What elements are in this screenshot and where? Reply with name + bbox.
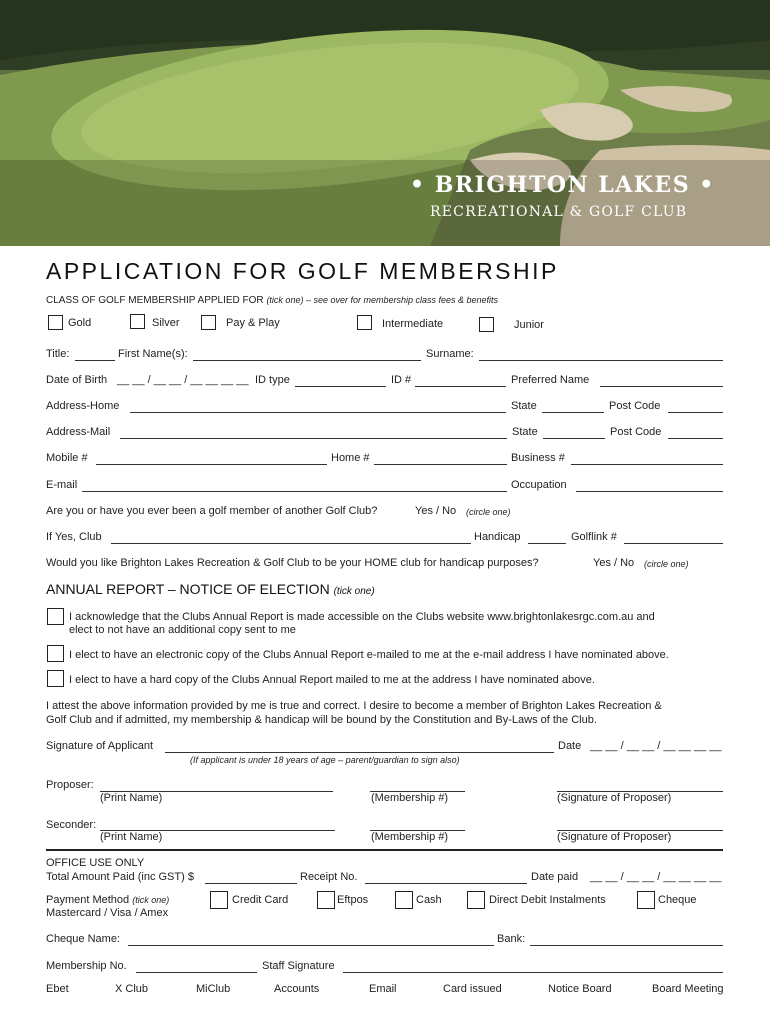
if-yes-club-field[interactable] — [111, 543, 471, 544]
date-paid-field[interactable]: __ __ / __ __ / __ __ __ __ — [590, 871, 722, 883]
mobile-label: Mobile # — [46, 452, 88, 464]
prev-member-question: Are you or have you ever been a golf member of another Golf Club? — [46, 505, 378, 517]
silver-checkbox[interactable] — [130, 314, 145, 329]
payment-method-text: Payment Method — [46, 894, 130, 906]
state-mail-label: State — [512, 426, 538, 438]
total-paid-field[interactable] — [205, 883, 297, 884]
golflink-label: Golflink # — [571, 531, 617, 543]
seconder-membership-caption: (Membership #) — [371, 831, 449, 843]
cheque-name-field[interactable] — [128, 945, 494, 946]
page-title: APPLICATION FOR GOLF MEMBERSHIP — [46, 258, 559, 284]
header-photo — [0, 0, 770, 246]
seconder-print-name-caption: (Print Name) — [100, 831, 163, 843]
mobile-field[interactable] — [96, 464, 327, 465]
handicap-field[interactable] — [528, 543, 566, 544]
proposer-membership-caption: (Membership #) — [371, 792, 449, 804]
staff-signature-label: Staff Signature — [262, 960, 335, 972]
direct-debit-checkbox[interactable] — [467, 891, 485, 909]
if-yes-club-label: If Yes, Club — [46, 531, 102, 543]
cash-checkbox[interactable] — [395, 891, 413, 909]
gold-label: Gold — [68, 317, 92, 329]
footer-card-issued: Card issued — [443, 983, 502, 995]
title-label: Title: — [46, 348, 70, 360]
prev-member-yes-no[interactable]: Yes / No — [415, 505, 457, 517]
class-heading — [46, 295, 498, 306]
dob-label: Date of Birth — [46, 374, 108, 386]
state-home-field[interactable] — [542, 412, 604, 413]
email-label: E-mail — [46, 479, 78, 491]
receipt-no-field[interactable] — [365, 883, 527, 884]
eftpos-checkbox[interactable] — [317, 891, 335, 909]
first-name-field[interactable] — [193, 360, 421, 361]
annual-report-mail-text: I elect to have a hard copy of the Clubs Annual Report mailed to me at the address I have nominated above. — [69, 674, 595, 686]
guardian-note: (If applicant is under 18 years of age – parent/guardian to sign also) — [190, 755, 460, 765]
home-phone-field[interactable] — [374, 464, 507, 465]
proposer-signature-caption: (Signature of Proposer) — [557, 792, 672, 804]
annual-report-heading — [46, 581, 375, 597]
total-paid-label: Total Amount Paid (inc GST) $ — [46, 871, 194, 883]
state-home-label: State — [511, 400, 537, 412]
first-name-label: First Name(s): — [118, 348, 188, 360]
footer-ebet: Ebet — [46, 983, 69, 995]
junior-checkbox[interactable] — [479, 317, 494, 332]
home-club-question: Would you like Brighton Lakes Recreation & Golf Club to be your HOME club for handicap purposes? — [46, 557, 539, 569]
postcode-mail-label: Post Code — [610, 426, 662, 438]
attest-text-2: Golf Club and if admitted, my membership & handicap will be bound by the Constitution and By-Laws of the Club. — [46, 714, 597, 726]
annual-report-heading-text: ANNUAL REPORT – NOTICE OF ELECTION — [46, 581, 330, 597]
payment-method-note: (tick one) — [132, 895, 170, 905]
preferred-name-label: Preferred Name — [511, 374, 590, 386]
prev-member-circle-note: (circle one) — [466, 507, 511, 517]
membership-no-field[interactable] — [136, 972, 257, 973]
id-number-field[interactable] — [415, 386, 506, 387]
address-home-label: Address-Home — [46, 400, 120, 412]
annual-report-mail-checkbox[interactable] — [47, 670, 64, 687]
occupation-label: Occupation — [511, 479, 567, 491]
postcode-mail-field[interactable] — [668, 438, 723, 439]
card-types-label: Mastercard / Visa / Amex — [46, 907, 169, 919]
pay-and-play-label: Pay & Play — [226, 317, 280, 329]
postcode-home-label: Post Code — [609, 400, 661, 412]
seconder-signature-caption: (Signature of Proposer) — [557, 831, 672, 843]
receipt-no-label: Receipt No. — [300, 871, 358, 883]
state-mail-field[interactable] — [543, 438, 605, 439]
postcode-home-field[interactable] — [668, 412, 723, 413]
credit-card-label: Credit Card — [232, 894, 289, 906]
proposer-label: Proposer: — [46, 779, 94, 791]
cheque-name-label: Cheque Name: — [46, 933, 120, 945]
footer-x-club: X Club — [115, 983, 149, 995]
footer-notice-board: Notice Board — [548, 983, 612, 995]
attest-text-1: I attest the above information provided by me is true and correct. I desire to become a member of Brighton Lakes Recreation & — [46, 700, 662, 712]
office-use-heading: OFFICE USE ONLY — [46, 857, 145, 869]
annual-report-heading-note: (tick one) — [333, 586, 375, 597]
preferred-name-field[interactable] — [600, 386, 723, 387]
dob-field[interactable]: __ __ / __ __ / __ __ __ __ — [117, 374, 249, 386]
intermediate-checkbox[interactable] — [357, 315, 372, 330]
direct-debit-label: Direct Debit Instalments — [489, 894, 606, 906]
credit-card-checkbox[interactable] — [210, 891, 228, 909]
office-divider — [46, 849, 723, 851]
id-type-field[interactable] — [295, 386, 386, 387]
email-field[interactable] — [82, 491, 507, 492]
footer-accounts: Accounts — [274, 983, 320, 995]
payment-method-label — [46, 894, 169, 906]
annual-report-email-text: I elect to have an electronic copy of the Clubs Annual Report e-mailed to me at the e-mail address I have nominated above. — [69, 649, 669, 661]
annual-report-website-text-1: I acknowledge that the Clubs Annual Report is made accessible on the Clubs website www.brightonlakesrgc.com.au and — [69, 611, 655, 623]
club-name: • BRIGHTON LAKES • — [410, 172, 715, 198]
annual-report-email-checkbox[interactable] — [47, 645, 64, 662]
club-brand — [410, 172, 715, 220]
eftpos-label: Eftpos — [337, 894, 369, 906]
class-heading-text: CLASS OF GOLF MEMBERSHIP APPLIED FOR — [46, 295, 264, 306]
gold-checkbox[interactable] — [48, 315, 63, 330]
address-mail-field[interactable] — [120, 438, 507, 439]
id-type-label: ID type — [255, 374, 290, 386]
intermediate-label: Intermediate — [382, 318, 444, 330]
surname-label: Surname: — [426, 348, 474, 360]
surname-field[interactable] — [479, 360, 723, 361]
footer-email: Email — [369, 983, 397, 995]
seconder-label: Seconder: — [46, 819, 97, 831]
cheque-label: Cheque — [658, 894, 697, 906]
footer-board-meeting: Board Meeting — [652, 983, 724, 995]
handicap-label: Handicap — [474, 531, 521, 543]
cash-label: Cash — [416, 894, 442, 906]
membership-no-label: Membership No. — [46, 960, 127, 972]
cheque-checkbox[interactable] — [637, 891, 655, 909]
staff-signature-field[interactable] — [343, 972, 723, 973]
home-club-yes-no[interactable]: Yes / No — [593, 557, 635, 569]
home-phone-label: Home # — [331, 452, 370, 464]
date-paid-label: Date paid — [531, 871, 579, 883]
proposer-print-name-caption: (Print Name) — [100, 792, 163, 804]
bank-field[interactable] — [530, 945, 723, 946]
footer-miclub: MiClub — [196, 983, 231, 995]
occupation-field[interactable] — [576, 491, 723, 492]
signature-applicant-label: Signature of Applicant — [46, 740, 154, 752]
id-number-label: ID # — [391, 374, 412, 386]
golflink-field[interactable] — [624, 543, 723, 544]
pay-and-play-checkbox[interactable] — [201, 315, 216, 330]
silver-label: Silver — [152, 317, 180, 329]
class-heading-note: (tick one) – see over for membership class fees & benefits — [266, 295, 499, 305]
junior-label: Junior — [514, 319, 544, 331]
annual-report-website-checkbox[interactable] — [47, 608, 64, 625]
club-subtitle: RECREATIONAL & GOLF CLUB — [430, 204, 688, 220]
business-phone-field[interactable] — [571, 464, 723, 465]
business-phone-label: Business # — [511, 452, 565, 464]
title-field[interactable] — [75, 360, 115, 361]
bank-label: Bank: — [497, 933, 526, 945]
signature-date-label: Date — [558, 740, 582, 752]
address-mail-label: Address-Mail — [46, 426, 111, 438]
address-home-field[interactable] — [130, 412, 506, 413]
signature-date-field[interactable]: __ __ / __ __ / __ __ __ __ — [590, 740, 722, 752]
signature-applicant-field[interactable] — [165, 752, 554, 753]
annual-report-website-text-2: elect to not have an additional copy sent to me — [69, 624, 296, 636]
home-club-circle-note: (circle one) — [644, 559, 689, 569]
